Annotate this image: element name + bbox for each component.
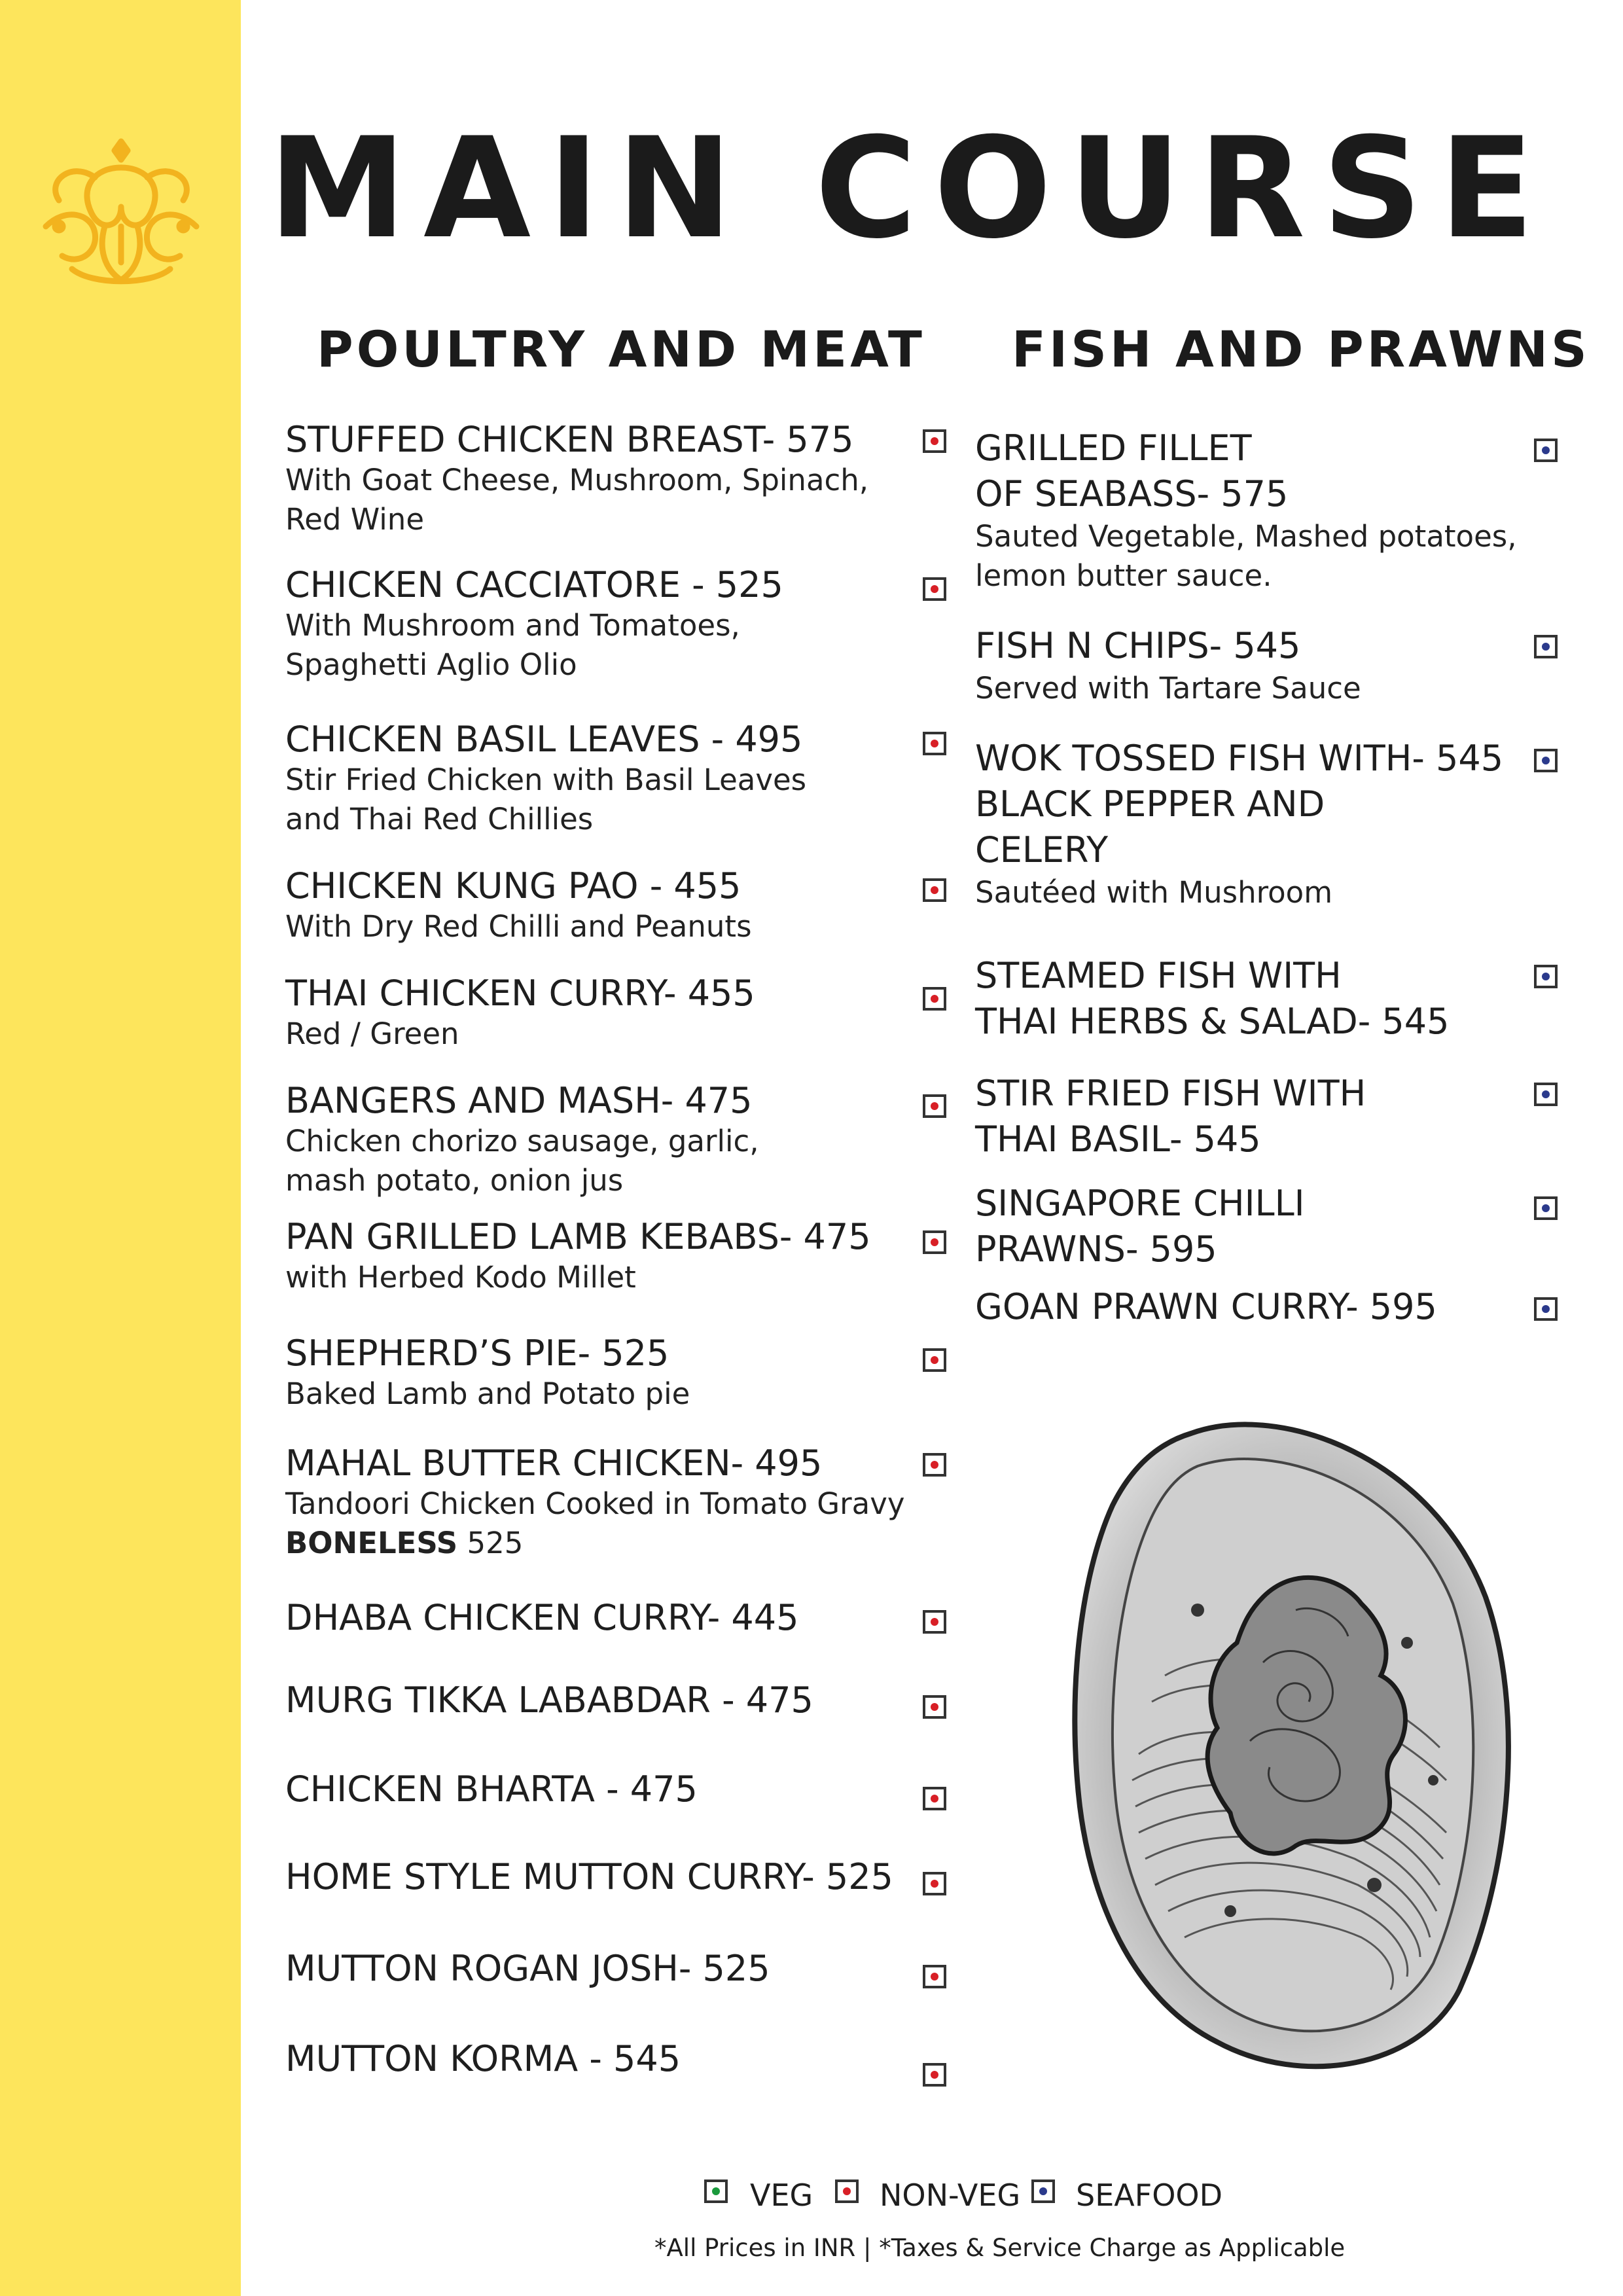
seafood-marker-icon bbox=[1534, 1083, 1558, 1106]
menu-item bbox=[285, 1597, 798, 1639]
menu-item bbox=[285, 1333, 690, 1414]
seafood-marker-icon bbox=[1534, 439, 1558, 462]
item-name: CELERY bbox=[975, 829, 1109, 870]
nonveg-marker-icon bbox=[923, 1965, 946, 1988]
spaghetti-plate-illustration bbox=[1067, 1414, 1512, 2081]
item-name: THAI CHICKEN CURRY- 455 bbox=[285, 973, 755, 1014]
item-name: MAHAL BUTTER CHICKEN- 495 bbox=[285, 1443, 823, 1484]
item-name: BLACK PEPPER AND bbox=[975, 783, 1325, 825]
item-description: With Goat Cheese, Mushroom, Spinach, bbox=[285, 463, 869, 497]
item-name: STIR FRIED FISH WITH bbox=[975, 1073, 1366, 1114]
nonveg-marker-icon bbox=[923, 1787, 946, 1810]
item-name: OF SEABASS- 575 bbox=[975, 473, 1289, 514]
item-name: FISH N CHIPS- 545 bbox=[975, 625, 1301, 666]
nonveg-marker-icon bbox=[923, 878, 946, 902]
item-description: Stir Fried Chicken with Basil Leaves bbox=[285, 762, 807, 797]
nonveg-marker-icon bbox=[923, 1453, 946, 1477]
legend-seafood-label: SEAFOOD bbox=[1076, 2178, 1223, 2213]
menu-item bbox=[285, 1443, 905, 1563]
item-name: HOME STYLE MUTTON CURRY- 525 bbox=[285, 1856, 893, 1897]
menu-item bbox=[285, 2038, 681, 2080]
menu-item bbox=[975, 953, 1449, 1045]
item-name: PRAWNS- 595 bbox=[975, 1229, 1217, 1270]
menu-item bbox=[285, 719, 806, 839]
veg-legend-icon bbox=[704, 2179, 728, 2203]
seafood-marker-icon bbox=[1534, 635, 1558, 658]
boneless-option bbox=[285, 1524, 905, 1563]
item-name: STUFFED CHICKEN BREAST- 575 bbox=[285, 419, 854, 460]
nonveg-marker-icon bbox=[923, 2063, 946, 2087]
menu-item bbox=[975, 623, 1361, 708]
item-description: With Dry Red Chilli and Peanuts bbox=[285, 909, 752, 944]
item-description: Red Wine bbox=[285, 502, 425, 537]
item-name: GOAN PRAWN CURRY- 595 bbox=[975, 1286, 1437, 1327]
item-description: lemon butter sauce. bbox=[975, 558, 1272, 593]
menu-item bbox=[285, 1768, 698, 1810]
item-description: Chicken chorizo sausage, garlic, bbox=[285, 1124, 759, 1158]
item-name: THAI HERBS & SALAD- 545 bbox=[975, 1001, 1450, 1042]
item-name: MURG TIKKA LABABDAR - 475 bbox=[285, 1679, 813, 1721]
item-name: PAN GRILLED LAMB KEBABS- 475 bbox=[285, 1216, 871, 1257]
nonveg-marker-icon bbox=[923, 577, 946, 601]
item-name: MUTTON ROGAN JOSH- 525 bbox=[285, 1948, 770, 1989]
item-name: SINGAPORE CHILLI bbox=[975, 1183, 1305, 1224]
menu-item bbox=[975, 736, 1503, 912]
item-description: Sauted Vegetable, Mashed potatoes, bbox=[975, 519, 1517, 554]
item-description: Red / Green bbox=[285, 1016, 459, 1051]
menu-item bbox=[285, 564, 783, 685]
item-description: Spaghetti Aglio Olio bbox=[285, 647, 577, 682]
nonveg-marker-icon bbox=[923, 1348, 946, 1372]
menu-item bbox=[285, 865, 752, 946]
item-description: Sautéed with Mushroom bbox=[975, 875, 1333, 910]
nonveg-marker-icon bbox=[923, 1872, 946, 1895]
item-name: CHICKEN CACCIATORE - 525 bbox=[285, 564, 783, 605]
item-name: GRILLED FILLET bbox=[975, 427, 1252, 469]
item-name: DHABA CHICKEN CURRY- 445 bbox=[285, 1597, 799, 1638]
boneless-label: BONELESS bbox=[285, 1526, 458, 1560]
legend bbox=[0, 2179, 1623, 2232]
item-name: CHICKEN KUNG PAO - 455 bbox=[285, 865, 741, 906]
item-name: BANGERS AND MASH- 475 bbox=[285, 1080, 753, 1121]
legend-nonveg-label: NON-VEG bbox=[880, 2178, 1021, 2213]
item-name: MUTTON KORMA - 545 bbox=[285, 2038, 681, 2079]
item-name: THAI BASIL- 545 bbox=[975, 1119, 1261, 1160]
section-heading-poultry: POULTRY AND MEAT bbox=[317, 320, 925, 378]
legend-veg-label: VEG bbox=[750, 2178, 813, 2213]
menu-item bbox=[285, 419, 868, 539]
seafood-marker-icon bbox=[1534, 1196, 1558, 1220]
item-name: CHICKEN BASIL LEAVES - 495 bbox=[285, 719, 803, 760]
sidebar-band bbox=[0, 0, 241, 2296]
seafood-marker-icon bbox=[1534, 965, 1558, 988]
section-heading-fish: FISH AND PRAWNS bbox=[1012, 320, 1590, 378]
nonveg-marker-icon bbox=[923, 1695, 946, 1719]
menu-item bbox=[975, 425, 1517, 596]
price-footnote: *All Prices in INR | *Taxes & Service Charge as Applicable bbox=[654, 2234, 1346, 2262]
item-name: WOK TOSSED FISH WITH- 545 bbox=[975, 738, 1504, 779]
item-description: Served with Tartare Sauce bbox=[975, 671, 1361, 706]
nonveg-marker-icon bbox=[923, 1230, 946, 1254]
menu-item bbox=[285, 1948, 770, 1990]
nonveg-marker-icon bbox=[923, 1610, 946, 1634]
nonveg-marker-icon bbox=[923, 987, 946, 1011]
item-description: Baked Lamb and Potato pie bbox=[285, 1376, 690, 1411]
item-description: With Mushroom and Tomatoes, bbox=[285, 608, 740, 643]
item-description: and Thai Red Chillies bbox=[285, 802, 594, 836]
item-description: mash potato, onion jus bbox=[285, 1163, 624, 1198]
item-name: CHICKEN BHARTA - 475 bbox=[285, 1768, 698, 1810]
menu-item bbox=[975, 1071, 1366, 1162]
menu-item bbox=[285, 1856, 893, 1898]
nonveg-marker-icon bbox=[923, 1094, 946, 1118]
seafood-legend-icon bbox=[1031, 2179, 1055, 2203]
page-title: MAIN COURSE bbox=[268, 107, 1551, 269]
ornament-logo-icon bbox=[33, 128, 209, 291]
menu-item bbox=[975, 1284, 1437, 1330]
menu-item bbox=[285, 1216, 871, 1297]
menu-item bbox=[285, 973, 755, 1054]
nonveg-marker-icon bbox=[923, 429, 946, 453]
boneless-price: 525 bbox=[467, 1526, 524, 1560]
item-description: Tandoori Chicken Cooked in Tomato Gravy bbox=[285, 1486, 905, 1521]
nonveg-marker-icon bbox=[923, 732, 946, 755]
seafood-marker-icon bbox=[1534, 1297, 1558, 1321]
seafood-marker-icon bbox=[1534, 749, 1558, 772]
menu-item bbox=[975, 1181, 1305, 1272]
nonveg-legend-icon bbox=[835, 2179, 859, 2203]
item-description: with Herbed Kodo Millet bbox=[285, 1260, 636, 1295]
menu-item bbox=[285, 1080, 759, 1200]
item-name: SHEPHERD’S PIE- 525 bbox=[285, 1333, 669, 1374]
item-name: STEAMED FISH WITH bbox=[975, 955, 1342, 996]
menu-item bbox=[285, 1679, 813, 1721]
